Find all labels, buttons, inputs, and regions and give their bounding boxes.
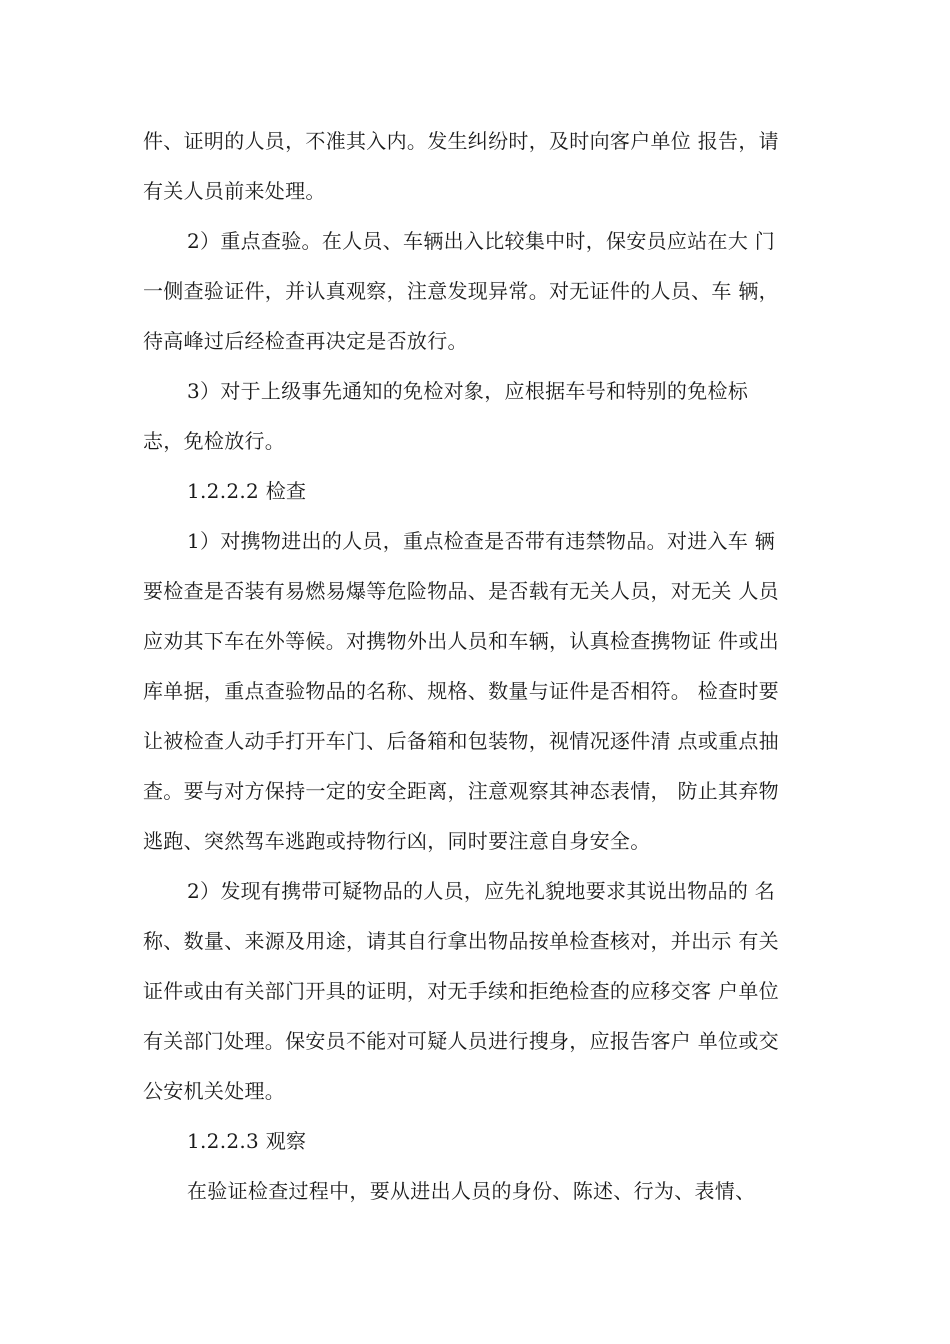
- text-line: 2）重点查验。在人员、车辆出入比较集中时，保安员应站在大 门: [187, 229, 776, 253]
- text-line: 库单据，重点查验物品的名称、规格、数量与证件是否相符。 检查时要: [143, 679, 779, 703]
- text-line: 3）对于上级事先通知的免检对象，应根据车号和特别的免检标: [187, 379, 749, 403]
- text-line: 在验证检查过程中，要从进出人员的身份、陈述、行为、表情、: [187, 1179, 756, 1203]
- text-line: 一侧查验证件，并认真观察，注意发现异常。对无证件的人员、车 辆，: [143, 279, 779, 303]
- text-line: 公安机关处理。: [143, 1079, 286, 1103]
- text-line: 件、证明的人员，不准其入内。发生纠纷时，及时向客户单位 报告，请: [143, 129, 779, 153]
- section-heading: 1.2.2.2 检查: [187, 479, 307, 503]
- text-line: 志，免检放行。: [143, 429, 286, 453]
- text-line: 查。要与对方保持一定的安全距离，注意观察其神态表情， 防止其弃物: [143, 779, 779, 803]
- text-line: 让被检查人动手打开车门、后备箱和包装物，视情况逐件清 点或重点抽: [143, 729, 779, 753]
- text-line: 要检查是否装有易燃易爆等危险物品、是否载有无关人员，对无关 人员: [143, 579, 779, 603]
- text-line: 2）发现有携带可疑物品的人员，应先礼貌地要求其说出物品的 名: [187, 879, 776, 903]
- section-heading: 1.2.2.3 观察: [187, 1129, 307, 1153]
- text-line: 待高峰过后经检查再决定是否放行。: [143, 329, 468, 353]
- text-line: 应劝其下车在外等候。对携物外出人员和车辆，认真检查携物证 件或出: [143, 629, 779, 653]
- text-line: 1）对携物进出的人员，重点检查是否带有违禁物品。对进入车 辆: [187, 529, 776, 553]
- text-line: 有关人员前来处理。: [143, 179, 326, 203]
- document-body: [143, 116, 823, 1216]
- text-line: 称、数量、来源及用途，请其自行拿出物品按单检查核对，并出示 有关: [143, 929, 779, 953]
- text-line: 证件或由有关部门开具的证明，对无手续和拒绝检查的应移交客 户单位: [143, 979, 779, 1003]
- text-line: 逃跑、突然驾车逃跑或持物行凶，同时要注意自身安全。: [143, 829, 651, 853]
- text-line: 有关部门处理。保安员不能对可疑人员进行搜身，应报告客户 单位或交: [143, 1029, 779, 1053]
